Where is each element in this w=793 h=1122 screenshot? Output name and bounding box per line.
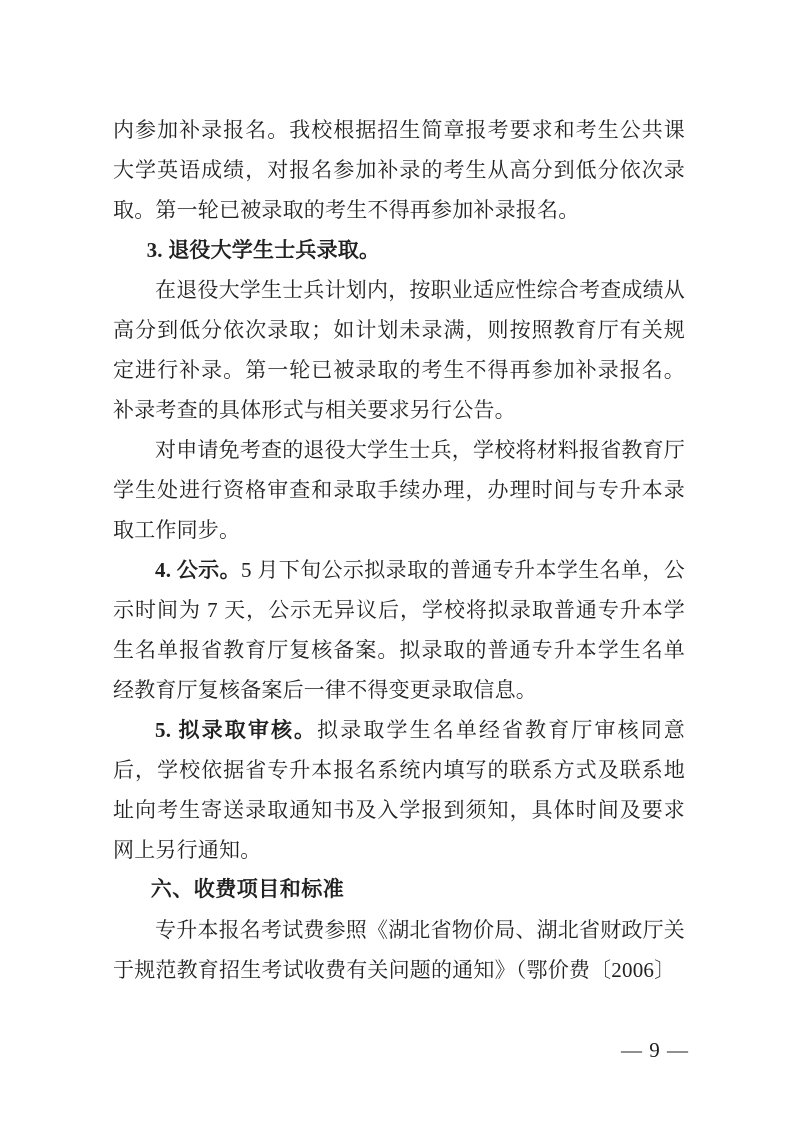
section3-paragraph2: 对申请免考查的退役大学生士兵，学校将材料报省教育厅学生处进行资格审查和录取手续办理，办理时间与专升本录取工作同步。 [113, 438, 685, 542]
section5-heading: 5. 拟录取审核。 [155, 718, 318, 742]
section4-heading: 4. 公示。 [155, 558, 241, 582]
section6-paragraph1: 专升本报名考试费参照《湖北省物价局、湖北省财政厅关于规范教育招生考试收费有关问题的通知》（鄂价费〔2006〕 [113, 918, 685, 982]
section4-paragraph [113, 550, 685, 710]
section3-heading-text: 3. 退役大学生士兵录取。 [146, 238, 381, 262]
section5-paragraph [113, 710, 685, 870]
section5-body: 拟录取学生名单经省教育厅审核同意后，学校依据省专升本报名系统内填写的联系方式及联系地址向考生寄送录取通知书及入学报到须知，具体时间及要求网上另行通知。 [113, 718, 685, 862]
section3-paragraph1: 在退役大学生士兵计划内，按职业适应性综合考查成绩从高分到低分依次录取；如计划未录满，则按照教育厅有关规定进行补录。第一轮已被录取的考生不得再参加补录报名。补录考查的具体形式与相关要求另行公告。 [113, 278, 685, 422]
document-body [113, 110, 685, 990]
section6-heading: 六、收费项目和标准 [150, 878, 345, 901]
page-number: — 9 — [621, 1038, 689, 1062]
section3-heading [113, 230, 685, 270]
section4-body: 5 月下旬公示拟录取的普通专升本学生名单，公示时间为 7 天，公示无异议后，学校将拟录取普通专升本学生名单报省教育厅复核备案。拟录取的普通专升本学生名单经教育厅复核备案后一律不得变更录取信息。 [113, 558, 685, 702]
paragraph-continuation: 内参加补录报名。我校根据招生简章报考要求和考生公共课大学英语成绩，对报名参加补录的考生从高分到低分依次录取。第一轮已被录取的考生不得再参加补录报名。 [113, 118, 685, 222]
